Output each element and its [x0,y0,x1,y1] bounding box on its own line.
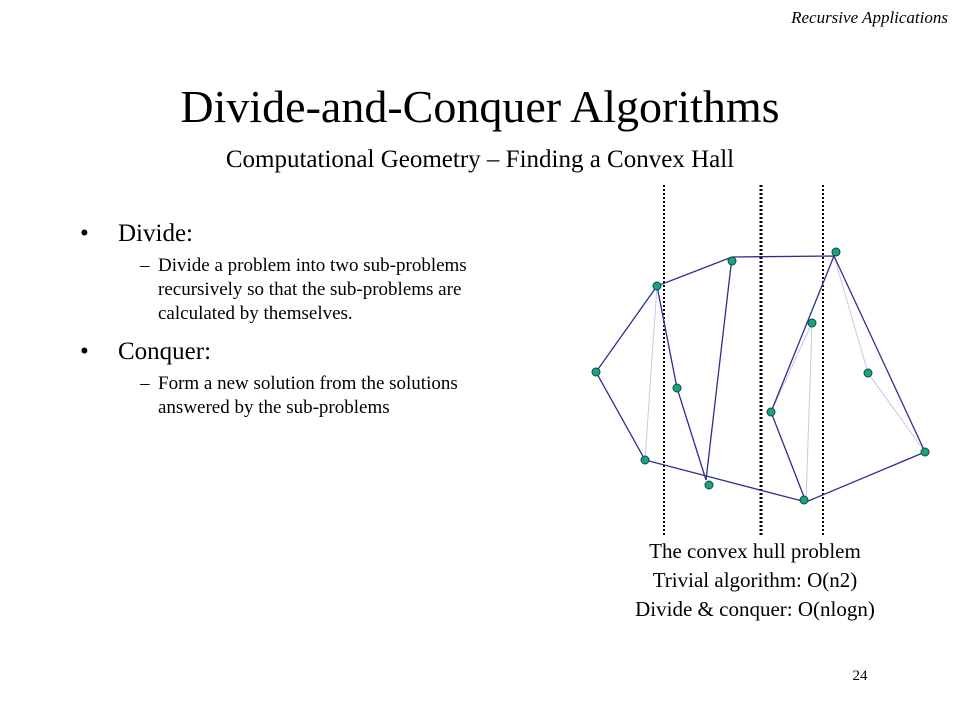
caption-line-3: Divide & conquer: O(nlogn) [635,597,875,621]
slide-subtitle: Computational Geometry – Finding a Convex Hall [225,146,735,173]
diagram-caption [570,537,940,624]
page-number: 24 [852,668,868,684]
convex-hull-diagram [580,175,940,540]
point [705,481,713,489]
bullet-label: Divide: [118,220,193,247]
slide-title: Divide-and-Conquer Algorithms [180,81,780,132]
section-label: Recursive Applications [791,8,948,27]
bullet-dot-icon: • [80,338,89,365]
point [728,257,736,265]
left-inner-hull [657,257,732,480]
point [864,369,872,377]
point [641,456,649,464]
point [921,448,929,456]
point [673,384,681,392]
bullet-conquer [80,334,480,370]
dash-icon: – [140,373,150,394]
dash-icon: – [140,255,150,276]
sub-bullet-conquer [80,372,480,420]
bullet-label: Conquer: [118,338,212,365]
bullet-dot-icon: • [80,220,89,247]
caption-line-1: The convex hull problem [649,539,861,563]
sub-bullet-text: Divide a problem into two sub-problems recursively so that the sub-problems are calculated by themselves. [158,255,467,324]
bullet-list [80,216,480,428]
bullet-divide [80,216,480,252]
sub-bullet-text: Form a new solution from the solutions answered by the sub-problems [158,373,458,418]
right-inner-hull [771,256,834,502]
point [808,319,816,327]
sub-bullet-divide [80,254,480,326]
point [800,496,808,504]
point [832,248,840,256]
caption-line-2: Trivial algorithm: O(n2) [652,568,858,592]
point [767,408,775,416]
point [592,368,600,376]
point [653,282,661,290]
